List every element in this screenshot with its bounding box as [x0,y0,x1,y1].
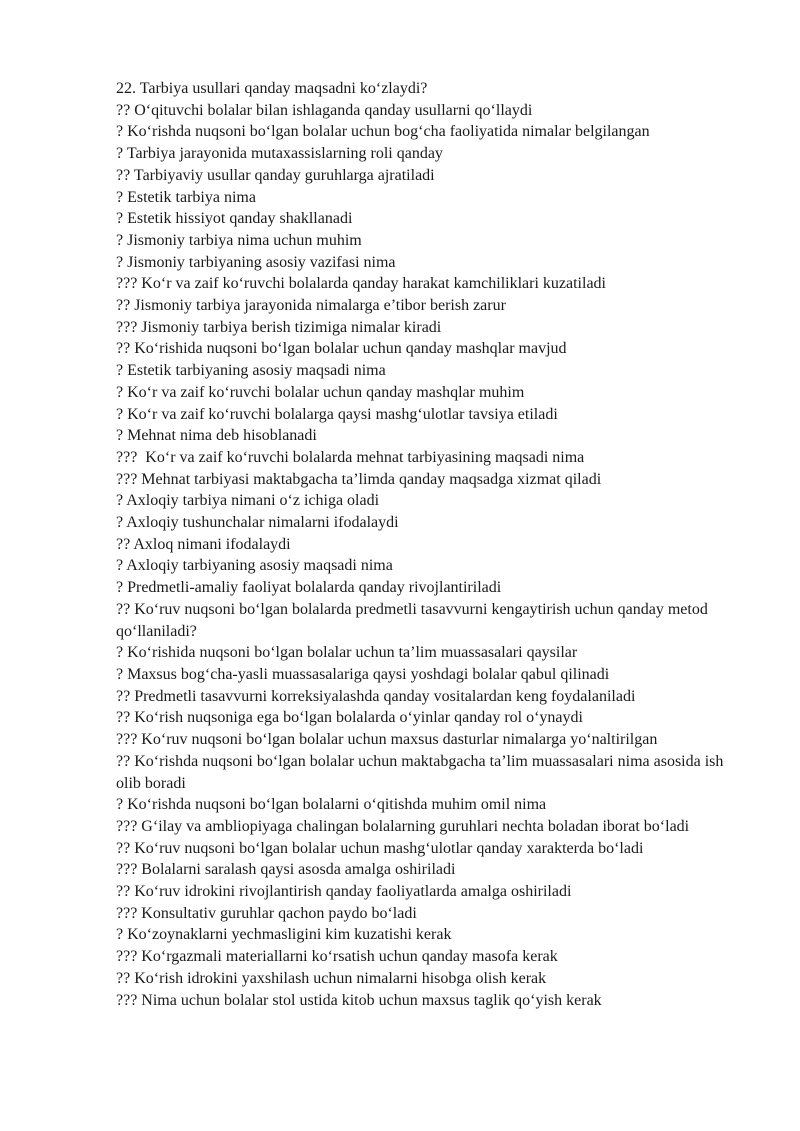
question-line: ? Ko‘rishda nuqsoni bo‘lgan bolalarni o‘qitishda muhim omil nima [116,796,547,814]
question-line: ??? Ko‘r va zaif ko‘ruvchi bolalarda qanday harakat kamchiliklari kuzatiladi [116,275,606,293]
question-line: ? Estetik tarbiya nima [116,188,256,206]
question-line: ?? Ko‘rishida nuqsoni bo‘lgan bolalar uchun qanday mashqlar mavjud [116,340,567,358]
question-line: ? Axloqiy tarbiyaning asosiy maqsadi nima [116,557,393,575]
question-line: ??? Ko‘ruv nuqsoni bo‘lgan bolalar uchun maxsus dasturlar nimalarga yo‘naltirilgan [116,731,658,749]
question-line: ? Axloqiy tushunchalar nimalarni ifodalaydi [116,514,399,532]
question-line: ? Ko‘r va zaif ko‘ruvchi bolalarga qaysi mashg‘ulotlar tavsiya etiladi [116,405,558,423]
question-line: ?? Tarbiyaviy usullar qanday guruhlarga ajratiladi [116,166,435,184]
question-line: ? Ko‘r va zaif ko‘ruvchi bolalar uchun qanday mashqlar muhim [116,383,525,401]
question-line: ??? G‘ilay va ambliopiyaga chalingan bolalarning guruhlari nechta boladan iborat bo‘ladi [116,817,690,835]
question-line: ? Ko‘rishida nuqsoni bo‘lgan bolalar uchun ta’lim muassasalari qaysilar [116,644,578,662]
question-list [116,78,746,1011]
question-line: ??? Nima uchun bolalar stol ustida kitob uchun maxsus taglik qo‘yish kerak [116,991,602,1009]
question-line: ??? Konsultativ guruhlar qachon paydo bo‘ladi [116,904,417,922]
question-line: ? Jismoniy tarbiya nima uchun muhim [116,231,362,249]
question-line: ??? Ko‘r va zaif ko‘ruvchi bolalarda mehnat tarbiyasining maqsadi nima [116,448,585,466]
question-line: ? Jismoniy tarbiyaning asosiy vazifasi nima [116,253,396,271]
question-line: ? Predmetli-amaliy faoliyat bolalarda qanday rivojlantiriladi [116,579,502,597]
question-line: ? Estetik tarbiyaning asosiy maqsadi nima [116,362,386,380]
question-line: ? Maxsus bog‘cha-yasli muassasalariga qaysi yoshdagi bolalar qabul qilinadi [116,665,610,683]
question-line: ??? Bolalarni saralash qaysi asosda amalga oshiriladi [116,861,456,879]
question-line: ?? Axloq nimani ifodalaydi [116,535,291,553]
question-line: ??? Jismoniy tarbiya berish tizimiga nimalar kiradi [116,318,442,336]
question-line: ?? Ko‘ruv nuqsoni bo‘lgan bolalar uchun mashg‘ulotlar qanday xarakterda bo‘ladi [116,839,644,857]
question-line: ?? Predmetli tasavvurni korreksiyalashda qanday vositalardan keng foydalaniladi [116,687,636,705]
question-line: ?? Jismoniy tarbiya jarayonida nimalarga e’tibor berish zarur [116,297,506,315]
question-line: ?? O‘qituvchi bolalar bilan ishlaganda qanday usullarni qo‘llaydi [116,101,533,119]
question-line: ? Ko‘zoynaklarni yechmasligini kim kuzatishi kerak [116,926,452,944]
question-line: ?? Ko‘rishda nuqsoni bo‘lgan bolalar uchun maktabgacha ta’lim muassasalari nima asosida ish olib boradi [116,752,724,792]
question-line: ? Tarbiya jarayonida mutaxassislarning roli qanday [116,145,443,163]
question-line: ? Estetik hissiyot qanday shakllanadi [116,210,353,228]
question-line: 22. Tarbiya usullari qanday maqsadni ko‘zlaydi? [116,80,428,97]
question-line: ?? Ko‘rish nuqsoniga ega bo‘lgan bolalarda o‘yinlar qanday rol o‘ynaydi [116,709,583,727]
question-line: ?? Ko‘rish idrokini yaxshilash uchun nimalarni hisobga olish kerak [116,969,547,987]
question-line: ?? Ko‘ruv nuqsoni bo‘lgan bolalarda predmetli tasavvurni kengaytirish uchun qanday metod qo‘llaniladi? [116,600,708,640]
question-line: ?? Ko‘ruv idrokini rivojlantirish qanday faoliyatlarda amalga oshiriladi [116,883,572,901]
question-line: ??? Ko‘rgazmali materiallarni ko‘rsatish uchun qanday masofa kerak [116,948,558,966]
question-line: ? Ko‘rishda nuqsoni bo‘lgan bolalar uchun bog‘cha faoliyatida nimalar belgilangan [116,123,650,141]
question-line: ??? Mehnat tarbiyasi maktabgacha ta’limda qanday maqsadga xizmat qiladi [116,470,602,488]
question-line: ? Mehnat nima deb hisoblanadi [116,427,317,445]
question-line: ? Axloqiy tarbiya nimani o‘z ichiga oladi [116,492,380,510]
